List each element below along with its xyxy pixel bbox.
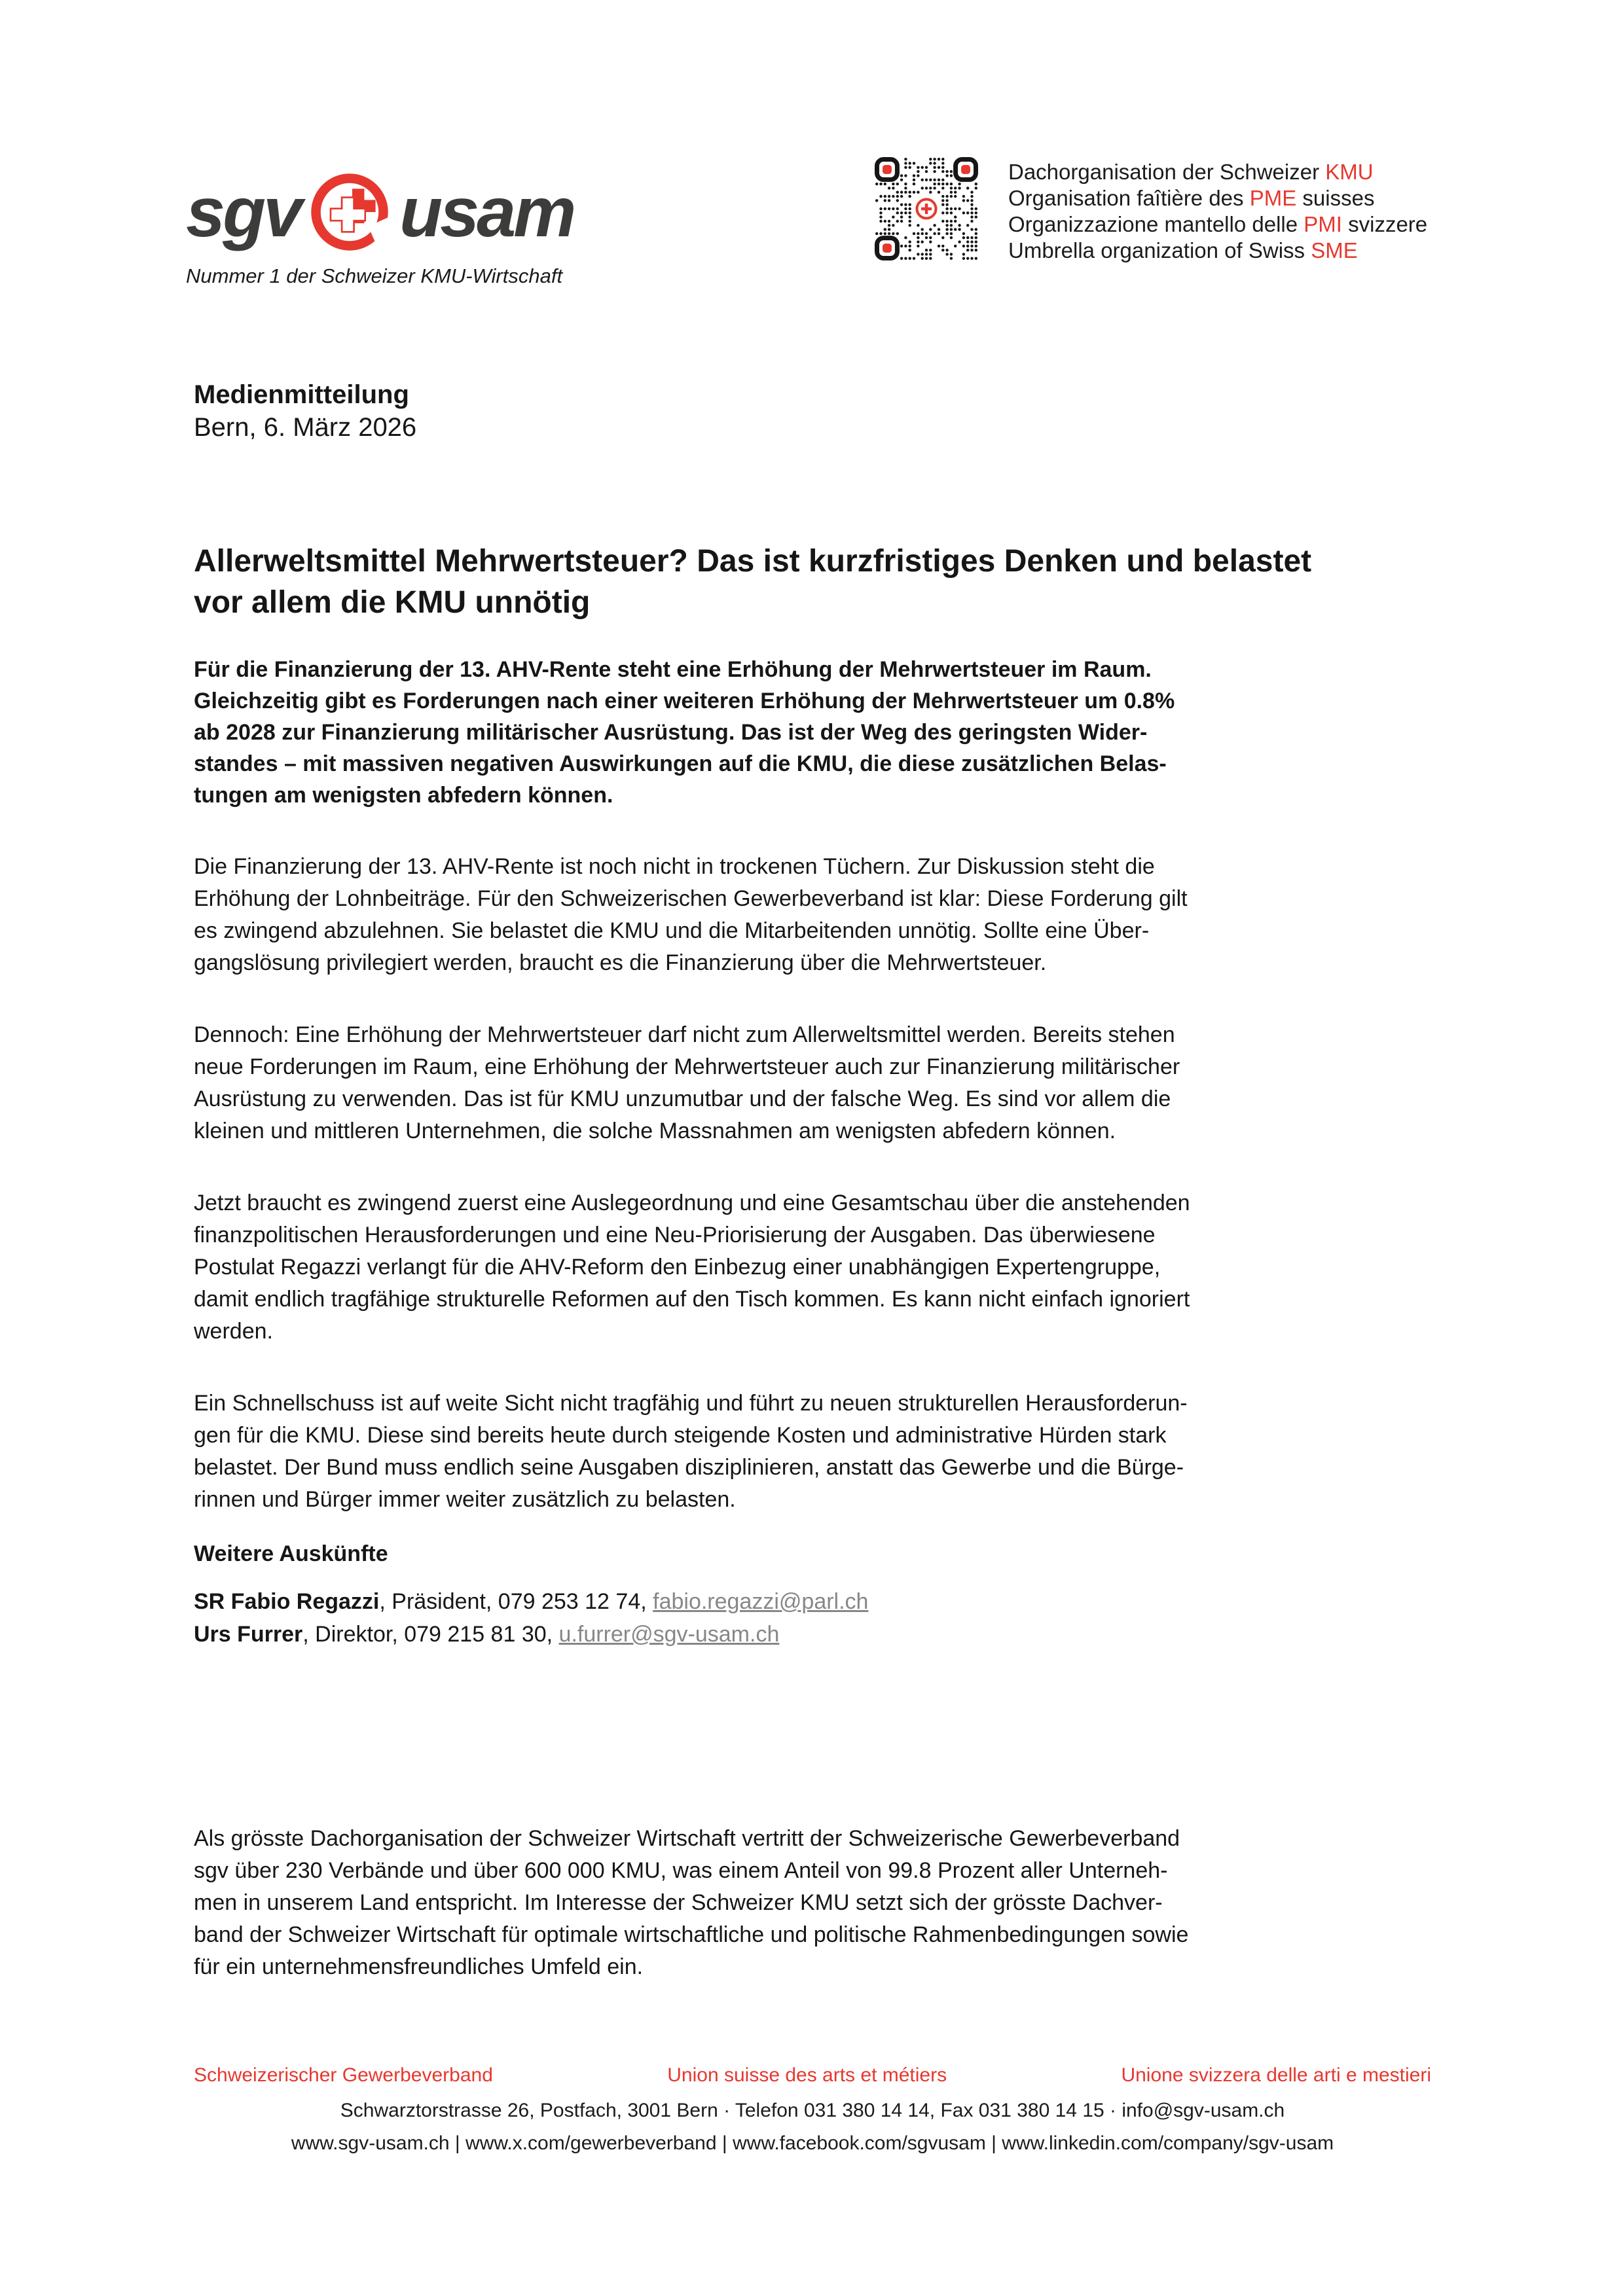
acronym-pme: PME	[1249, 186, 1297, 210]
body-paragraph-1: Die Finanzierung der 13. AHV-Rente ist noch nicht in trockenen Tüchern. Zur Diskussion steht die Erhöhung der Lohnbeiträge. Für den Schweizerischen Gewerbeverband ist klar: Diese Forderung gilt es zwingend abzulehnen. Sie belastet die KMU und die Mitarbeitenden unnötig. Sollte eine Über- gangslösung privilegiert werden, braucht es die Finanzierung über die Mehrwertsteuer.	[194, 854, 1188, 975]
acronym-sme: SME	[1311, 238, 1358, 262]
page-title: Allerweltsmittel Mehrwertsteuer? Das ist kurzfristiges Denken und belastet vor allem die KMU unnötig	[194, 544, 1312, 620]
contact-name: Urs Furrer	[194, 1622, 303, 1647]
press-release-label: Medienmitteilung	[194, 380, 409, 409]
footer-organisations	[194, 2062, 1431, 2089]
contact-heading: Weitere Auskünfte	[194, 1541, 388, 1566]
body-paragraph-4: Ein Schnellschuss ist auf weite Sicht nicht tragfähig und führt zu neuen strukturellen Herausforderun- gen für die KMU. Diese sind bereits heute durch steigende Kosten und administrative Hürden stark belastet. Der Bund muss endlich seine Ausgaben disziplinieren, anstatt das Gewerbe und die Bürge- rinnen und Bürger immer weiter zusätzlich zu belasten.	[194, 1391, 1188, 1512]
org-line-de: Dachorganisation der Schweizer KMU	[1008, 160, 1374, 184]
acronym-pmi: PMI	[1304, 212, 1342, 236]
footer-web-links[interactable]: www.sgv-usam.ch | www.x.com/gewerbeverband | www.facebook.com/sgvusam | www.linkedin.com/company/sgv-usam	[291, 2132, 1334, 2154]
logo-tagline: Nummer 1 der Schweizer KMU-Wirtschaft	[186, 264, 563, 287]
footer-address: Schwarztorstrasse 26, Postfach, 3001 Bern · Telefon 031 380 14 14, Fax 031 380 14 15 · info@sgv-usam.ch	[340, 2100, 1285, 2121]
contact-details: , Präsident, 079 253 12 74,	[379, 1589, 653, 1614]
at-swiss-cross-icon	[306, 169, 393, 255]
footer-org-fr: Union suisse des arts et métiers	[667, 2064, 947, 2086]
logo-text-sgv: sgv	[186, 172, 301, 251]
contact-person	[194, 1585, 1431, 1618]
org-line-it: Organizzazione mantello delle PMI svizzere	[1008, 212, 1428, 236]
lead-paragraph: Für die Finanzierung der 13. AHV-Rente steht eine Erhöhung der Mehrwertsteuer im Raum. Gleichzeitig gibt es Forderungen nach einer weiteren Erhöhung der Mehrwertsteuer um 0.8% ab 2028 zur Finanzierung militärischer Ausrüstung. Das ist der Weg des geringsten Wider- standes – mit massiven negativen Auswirkungen auf die KMU, die diese zusätzlichen Belas- tungen am wenigsten abfedern können.	[194, 657, 1175, 808]
org-line-fr: Organisation faîtière des PME suisses	[1008, 186, 1375, 210]
acronym-kmu: KMU	[1325, 160, 1374, 184]
logo-row	[186, 169, 574, 255]
contact-details: , Direktor, 079 215 81 30,	[302, 1622, 559, 1647]
dateline: Bern, 6. März 2026	[194, 413, 417, 442]
qr-code	[875, 157, 978, 260]
contact-email-link[interactable]: u.furrer@sgv-usam.ch	[558, 1622, 780, 1647]
about-paragraph: Als grösste Dachorganisation der Schweizer Wirtschaft vertritt der Schweizerische Gewerbeverband sgv über 230 Verbände und über 600 000 KMU, was einem Anteil von 99.8 Prozent aller Unterneh- men in unserem Land entspricht. Im Interesse der Schweizer KMU setzt sich der grösste Dachver- band der Schweizer Wirtschaft für optimale wirtschaftliche und politische Rahmenbedingungen sowie für ein unternehmensfreundliches Umfeld ein.	[194, 1826, 1189, 1979]
contact-person	[194, 1618, 1431, 1651]
sgv-usam-logo	[186, 169, 574, 288]
logo-text-usam: usam	[399, 172, 574, 251]
page-footer	[194, 2062, 1431, 2157]
org-descriptions	[1008, 159, 1427, 264]
press-release-meta	[194, 378, 1431, 444]
contact-name: SR Fabio Regazzi	[194, 1589, 380, 1614]
contact-list	[194, 1585, 1431, 1651]
footer-org-it: Unione svizzera delle arti e mestieri	[1121, 2064, 1431, 2086]
contact-email-link[interactable]: fabio.regazzi@parl.ch	[653, 1589, 869, 1614]
org-line-en: Umbrella organization of Swiss SME	[1008, 238, 1358, 262]
footer-org-de: Schweizerischer Gewerbeverband	[194, 2064, 493, 2086]
body-paragraph-3: Jetzt braucht es zwingend zuerst eine Auslegeordnung und eine Gesamtschau über die anstehenden finanzpolitischen Herausforderungen und eine Neu-Priorisierung der Ausgaben. Das überwiesene Postulat Regazzi verlangt für die AHV-Reform den Einbezug einer unabhängigen Expertengruppe, damit endlich tragfähige strukturelle Reformen auf den Tisch kommen. Es kann nicht einfach ignoriert werden.	[194, 1191, 1190, 1344]
body-paragraph-2: Dennoch: Eine Erhöhung der Mehrwertsteuer darf nicht zum Allerweltsmittel werden. Bereits stehen neue Forderungen im Raum, eine Erhöhung der Mehrwertsteuer auch zur Finanzierung militärischer Ausrüstung zu verwenden. Das ist für KMU unzumutbar und der falsche Weg. Es sind vor allem die kleinen und mittleren Unternehmen, die solche Massnahmen am wenigsten abfedern können.	[194, 1022, 1180, 1143]
